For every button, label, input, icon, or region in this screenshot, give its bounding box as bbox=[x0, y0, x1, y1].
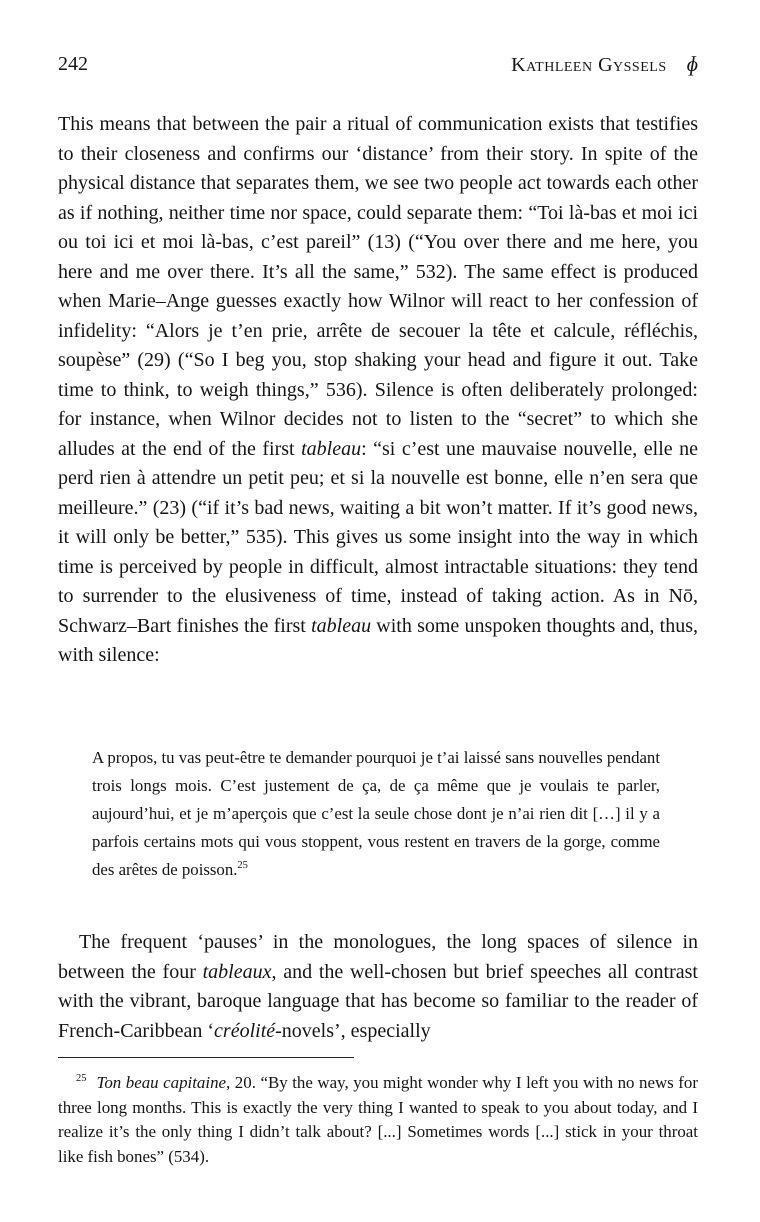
paragraph-text: This means that between the pair a ritual of communication exists that testifies to their closeness and confirms our ‘distance’ from their story. In spite of the physical distance that separates them, we see two people act towards each other as if nothing, neither time nor space, could separate them: “Toi là-bas et moi ici ou toi ici et moi là-bas, c’est pareil” (13) (“You over there and me here, you here and me over there. It’s all the same,” 532). The same effect is produced when Marie–Ange guesses exactly how Wilnor will react to her confession of infidelity: “Alors je t’en prie, arrête de secouer la tête et calcule, réfléchis, soupèse” (29) (“So I beg you, stop shaking your head and figure it out. Take time to think, to weigh things,” 536). Silence is often deliberately prolonged: for instance, when Wilnor decides not to listen to the “secret” to which she alludes at the end of the first bbox=[58, 113, 698, 460]
footnote bbox=[58, 1071, 698, 1169]
footnote-divider bbox=[58, 1057, 354, 1058]
ornament-icon: ɸ bbox=[686, 52, 698, 76]
paragraph-text: : “si c’est une mauvaise nouvelle, elle ne perd rien à attendre un petit peu; et si la nouvelle est bonne, elle n’en sera que meilleure.” (23) (“if it’s bad news, waiting a bit won’t matter. If it’s good news, it will only be better,” 535). This gives us some insight into the way in which time is perceived by people in difficult, almost intractable situations: they tend to surrender to the elusiveness of time, instead of taking action. As in Nō, Schwarz–Bart finishes the first bbox=[58, 437, 698, 637]
italic-term: tableaux bbox=[202, 960, 272, 983]
running-head bbox=[511, 50, 698, 79]
quote-text: A propos, tu vas peut-être te demander pourquoi je t’ai laissé sans nouvelles pendant trois longs mois. C’est justement de ça, de ça même que je voulais te parler, aujourd’hui, et je m’aperçois que c’est la seule chose dont je n’ai rien dit […] il y a parfois certains mots qui vous stoppent, vous restent en travers de la gorge, comme des arêtes de poisson. bbox=[92, 748, 660, 879]
italic-term: tableau bbox=[301, 437, 362, 460]
italic-term: tableau bbox=[311, 614, 372, 637]
author-name: Kathleen Gyssels bbox=[511, 54, 667, 76]
body-paragraph-1 bbox=[58, 110, 698, 671]
footnote-text: , 20. “By the way, you might wonder why I left you with no news for three long months. This is exactly the very thing I wanted to speak to you about today, and I realize it’s the only thing I didn’t talk about? [...] Sometimes words [...] stick in your throat like fish bones” (534). bbox=[58, 1073, 698, 1166]
footnote-title: Ton beau capitaine bbox=[96, 1073, 227, 1092]
paragraph-text: , and the well-chosen but brief speeches all contrast with the vibrant, baroque language that has become so familiar to the reader of French-Caribbean ‘ bbox=[58, 960, 698, 1042]
page-number: 242 bbox=[58, 53, 88, 75]
italic-term: créolité bbox=[214, 1019, 276, 1042]
footnote-number: 25 bbox=[76, 1073, 87, 1084]
running-header bbox=[58, 50, 698, 78]
paragraph-text: -novels’, especially bbox=[275, 1019, 431, 1042]
block-quote bbox=[92, 744, 660, 884]
footnote-reference: 25 bbox=[237, 860, 248, 871]
paragraph-text: with some unspoken thoughts and, thus, with silence: bbox=[58, 614, 698, 666]
body-paragraph-2 bbox=[58, 928, 698, 1046]
paragraph-text: The frequent ‘pauses’ in the monologues, the long spaces of silence in between the four bbox=[58, 931, 698, 983]
